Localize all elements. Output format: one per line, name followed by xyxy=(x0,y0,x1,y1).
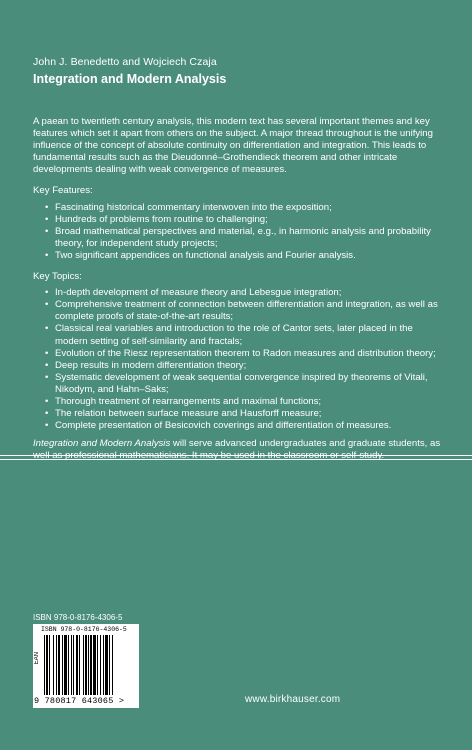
list-item: • Fascinating historical commentary interwoven into the exposition; xyxy=(33,202,443,214)
barcode-bar xyxy=(83,635,84,695)
closing-title: Integration and Modern Analysis xyxy=(33,438,171,450)
key-topics-list xyxy=(33,287,443,432)
barcode-bar xyxy=(109,635,110,695)
barcode-digits: 9 780817 643065 > xyxy=(34,696,125,706)
book-title: Integration and Modern Analysis xyxy=(33,72,227,86)
barcode xyxy=(33,624,139,708)
barcode-bar xyxy=(64,635,67,695)
barcode-bar xyxy=(93,635,96,695)
publisher-url: www.birkhauser.com xyxy=(245,694,341,705)
list-item: • Hundreds of problems from routine to challenging; xyxy=(33,214,443,226)
barcode-bar xyxy=(79,635,80,695)
description xyxy=(33,116,443,462)
list-item: • Comprehensive treatment of connection between differentiation and integration, as well as complete proofs of state-of-the-art results; xyxy=(33,299,443,323)
list-item: • Thorough treatment of rearrangements and maximal functions; xyxy=(33,396,443,408)
barcode-bar xyxy=(71,635,72,695)
key-features-label: Key Features: xyxy=(33,185,93,197)
barcode-bar xyxy=(68,635,69,695)
barcode-bar xyxy=(90,635,92,695)
barcode-bar xyxy=(73,635,74,695)
intro-paragraph: A paean to twentieth century analysis, this modern text has several important themes and key features which set it apart from others on the subject. A major thread throughout is the unifying influence of the concept of absolute continuity on differentiation and integration. This leads to fundamental results such as the Dieudonné–Grothendieck theorem and other intricate developments dealing with weak convergence of measures. xyxy=(33,116,433,176)
barcode-bar xyxy=(76,635,78,695)
barcode-bar xyxy=(88,635,89,695)
barcode-bar xyxy=(53,635,54,695)
barcode-bar xyxy=(100,635,101,695)
list-item: • Classical real variables and introduction to the role of Cantor sets, later placed in the modern setting of self-similarity and fractals; xyxy=(33,323,443,347)
list-item: • Evolution of the Riesz representation theorem to Radon measures and distribution theory; xyxy=(33,348,443,360)
closing-text: will serve advanced undergraduates and graduate students, as xyxy=(172,438,441,450)
list-item: • Complete presentation of Besicovich coverings and differentiation of measures. xyxy=(33,420,443,432)
list-item: • In-depth development of measure theory and Lebesgue integration; xyxy=(33,287,443,299)
barcode-bar xyxy=(46,635,48,695)
isbn: ISBN 978-0-8176-4306-5 xyxy=(33,613,123,622)
barcode-bar xyxy=(97,635,98,695)
key-topics-label: Key Topics: xyxy=(33,271,82,283)
list-item: • Two significant appendices on functional analysis and Fourier analysis. xyxy=(33,250,443,262)
barcode-bar xyxy=(85,635,87,695)
barcode-bar xyxy=(62,635,63,695)
divider-line xyxy=(0,459,472,460)
barcode-bar xyxy=(105,635,108,695)
barcode-bar xyxy=(112,635,113,695)
list-item: • Systematic development of weak sequential convergence inspired by theorems of Vitali, Nikodym, and Hahn–Saks; xyxy=(33,372,443,396)
authors: John J. Benedetto and Wojciech Czaja xyxy=(33,56,217,68)
barcode-bar xyxy=(58,635,60,695)
barcode-bar xyxy=(44,635,45,695)
divider-line xyxy=(0,455,472,456)
barcode-bar xyxy=(49,635,50,695)
key-features-list xyxy=(33,202,443,262)
barcode-ean-label: EAN xyxy=(34,652,40,665)
barcode-bars xyxy=(44,635,136,695)
list-item: • Deep results in modern differentiation theory; xyxy=(33,360,443,372)
barcode-bar xyxy=(56,635,57,695)
barcode-isbn: ISBN 978-0-8176-4306-5 xyxy=(41,626,127,633)
barcode-bar xyxy=(103,635,104,695)
list-item: • Broad mathematical perspectives and material, e.g., in harmonic analysis and probability theory, for independent study projects; xyxy=(33,226,443,250)
list-item: • The relation between surface measure and Hausforff measure; xyxy=(33,408,443,420)
